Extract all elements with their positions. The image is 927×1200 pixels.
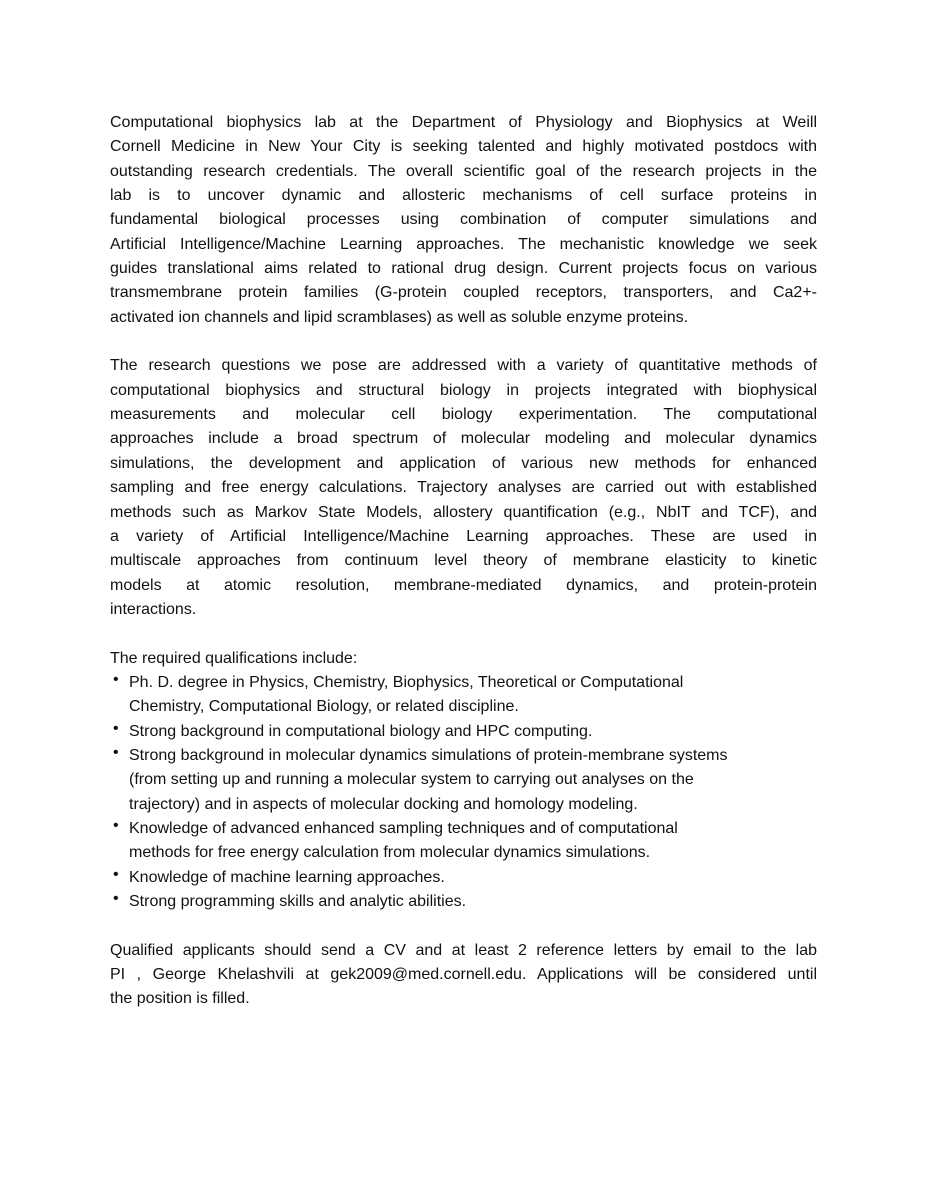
text-line: approaches include a broad spectrum of molecular modeling and molecular dynamics <box>110 430 817 448</box>
text-line: outstanding research credentials. The overall scientific goal of the research projects in the <box>110 162 817 180</box>
bullet-icon: • <box>113 865 119 883</box>
research-paragraph <box>110 354 817 622</box>
bullet-icon: • <box>113 816 119 834</box>
text-line: Computational biophysics lab at the Department of Physiology and Biophysics at Weill <box>110 114 817 131</box>
document-page <box>110 111 817 1012</box>
text-line: computational biophysics and structural biology in projects integrated with biophysical <box>110 381 817 399</box>
bullet-icon: • <box>113 890 119 907</box>
text-line: Strong background in molecular dynamics simulations of protein-membrane systems <box>129 746 728 764</box>
qualifications-heading: The required qualifications include: <box>110 649 358 667</box>
text-line <box>110 963 817 987</box>
text-segment: PI , George Khelashvili at <box>110 966 331 984</box>
text-line: measurements and molecular cell biology experimentation. The computational <box>110 406 817 424</box>
list-item <box>110 817 817 866</box>
text-line: The research questions we pose are addressed with a variety of quantitative methods of <box>110 357 817 375</box>
text-line: simulations, the development and application of various new methods for enhanced <box>110 454 817 472</box>
text-line: Knowledge of machine learning approaches. <box>129 868 445 886</box>
text-line: Qualified applicants should send a CV and at least 2 reference letters by email to the lab <box>110 941 817 959</box>
list-item <box>110 671 817 720</box>
bullet-icon: • <box>113 719 119 737</box>
text-line: interactions. <box>110 600 197 618</box>
text-line: Chemistry, Computational Biology, or related discipline. <box>129 698 519 716</box>
text-line: sampling and free energy calculations. Trajectory analyses are carried out with established <box>110 479 817 497</box>
text-line: transmembrane protein families (G-protein coupled receptors, transporters, and Ca2+- <box>110 284 817 302</box>
text-line: activated ion channels and lipid scramblases) as well as soluble enzyme proteins. <box>110 308 689 326</box>
text-line: a variety of Artificial Intelligence/Machine Learning approaches. These are used in <box>110 527 817 545</box>
text-line: Artificial Intelligence/Machine Learning approaches. The mechanistic knowledge we seek <box>110 235 817 253</box>
text-line: Ph. D. degree in Physics, Chemistry, Biophysics, Theoretical or Computational <box>129 673 684 691</box>
text-line: multiscale approaches from continuum level theory of membrane elasticity to kinetic <box>110 552 817 570</box>
text-line: Knowledge of advanced enhanced sampling techniques and of computational <box>129 819 678 837</box>
bullet-icon: • <box>113 743 119 761</box>
text-line: methods such as Markov State Models, allostery quantification (e.g., NbIT and TCF), and <box>110 503 817 521</box>
text-line: (from setting up and running a molecular system to carrying out analyses on the <box>129 771 694 789</box>
closing-paragraph <box>110 939 817 1012</box>
text-line: guides translational aims related to rational drug design. Current projects focus on various <box>110 260 817 278</box>
list-item <box>110 720 817 744</box>
email-link[interactable]: gek2009@med.cornell.edu <box>330 966 522 984</box>
text-line: Cornell Medicine in New Your City is seeking talented and highly motivated postdocs with <box>110 138 817 156</box>
text-line: lab is to uncover dynamic and allosteric mechanisms of cell surface proteins in <box>110 187 817 205</box>
list-item <box>110 744 817 817</box>
text-line: methods for free energy calculation from molecular dynamics simulations. <box>129 844 651 862</box>
text-line: the position is filled. <box>110 990 250 1008</box>
list-item <box>110 890 817 914</box>
text-line: models at atomic resolution, membrane-mediated dynamics, and protein-protein <box>110 576 817 594</box>
qualifications-section <box>110 647 817 915</box>
text-line: Strong programming skills and analytic abilities. <box>129 893 467 910</box>
intro-paragraph <box>110 111 817 330</box>
bullet-icon: • <box>113 670 119 688</box>
text-line: Strong background in computational biology and HPC computing. <box>129 722 593 740</box>
text-line: fundamental biological processes using combination of computer simulations and <box>110 211 817 229</box>
text-line: trajectory) and in aspects of molecular docking and homology modeling. <box>129 795 638 813</box>
text-segment: . Applications will be considered until <box>521 966 818 984</box>
list-item <box>110 866 817 890</box>
